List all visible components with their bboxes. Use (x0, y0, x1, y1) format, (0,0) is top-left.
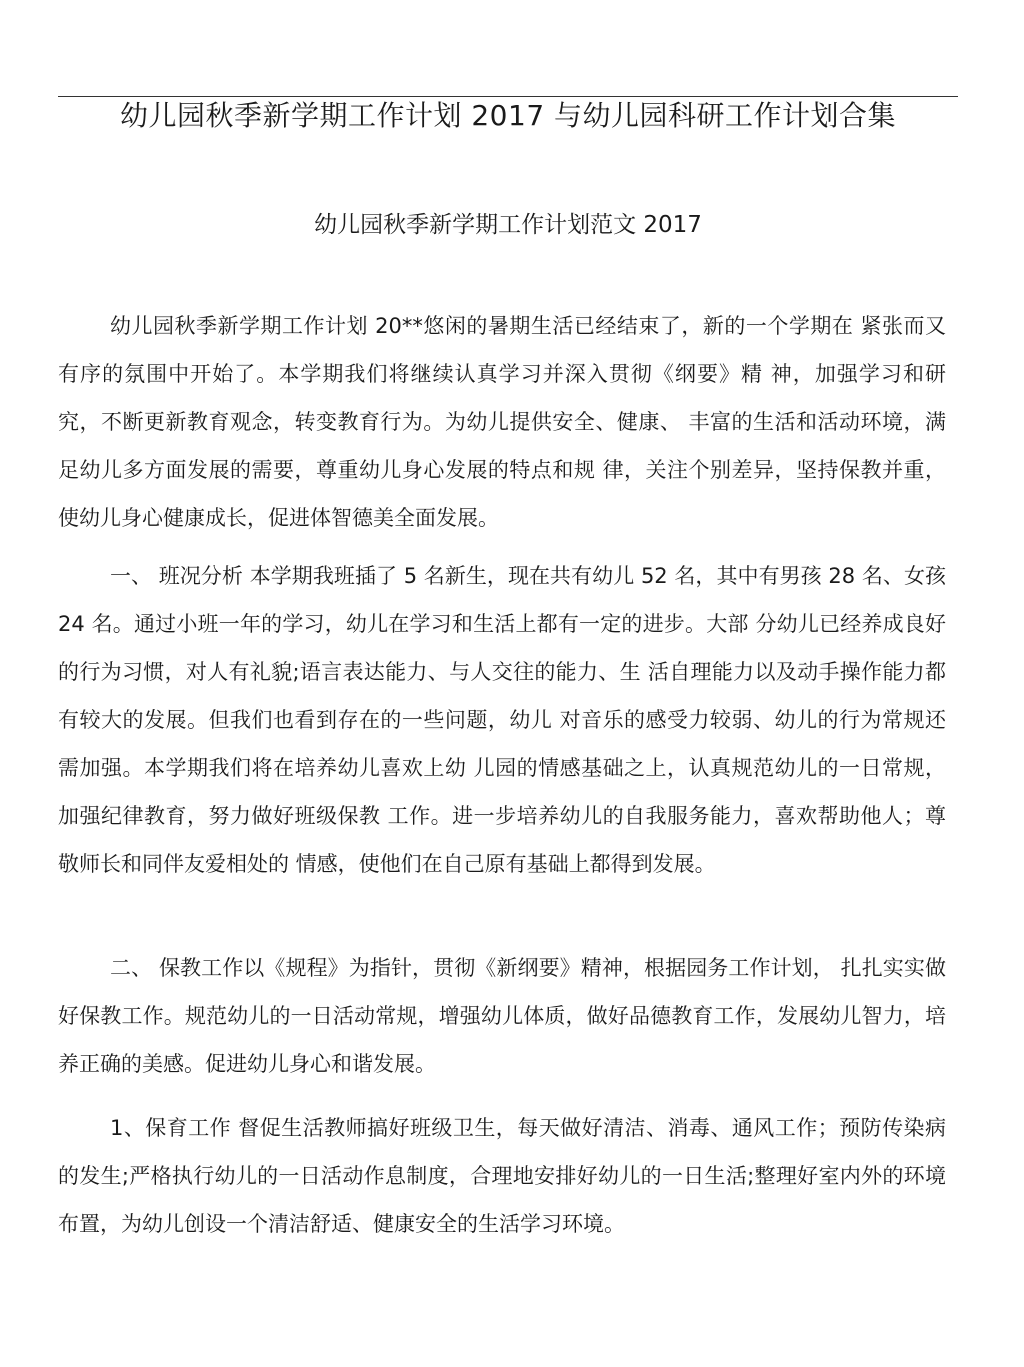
paragraph-intro: 幼儿园秋季新学期工作计划 20**悠闲的暑期生活已经结束了，新的一个学期在 紧张而又有序的氛围中开始了。本学期我们将继续认真学习并深入贯彻《纲要》精 神，加强学习和研究，不断更新教育观念，转变教育行为。为幼儿提供安全、健康、 丰富的生活和活动环境，满足幼儿多方面发展的需要，尊重幼儿身心发展的特点和规 律，关注个别差异，坚持保教并重，使幼儿身心健康成长，促进体智德美全面发展。 (58, 314, 946, 530)
paragraph-class-analysis: 一、 班况分析 本学期我班插了 5 名新生，现在共有幼儿 52 名，其中有男孩 28 名、女孩 24 名。通过小班一年的学习，幼儿在学习和生活上都有一定的进步。大部 分幼儿已经养成良好的行为习惯，对人有礼貌;语言表达能力、与人交往的能力、生 活自理能力以及动手操作能力都有较大的发展。但我们也看到存在的一些问题，幼儿 对音乐的感受力较弱、幼儿的行为常规还需加强。本学期我们将在培养幼儿喜欢上幼 儿园的情感基础之上，认真规范幼儿的一日常规，加强纪律教育，努力做好班级保教 工作。进一步培养幼儿的自我服务能力，喜欢帮助他人；尊敬师长和同伴友爱相处的 情感，使他们在自己原有基础上都得到发展。 (58, 564, 946, 876)
document-title: 幼儿园秋季新学期工作计划 2017 与幼儿园科研工作计划合集 (119, 99, 897, 132)
document-subtitle: 幼儿园秋季新学期工作计划范文 2017 (314, 212, 702, 238)
paragraph-childcare-work: 1、保育工作 督促生活教师搞好班级卫生，每天做好清洁、消毒、通风工作；预防传染病的发生;严格执行幼儿的一日活动作息制度，合理地安排好幼儿的一日生活;整理好室内外的环境布置，为幼儿创设一个清洁舒适、健康安全的生活学习环境。 (58, 1116, 946, 1236)
paragraph-care-education: 二、 保教工作以《规程》为指针，贯彻《新纲要》精神，根据园务工作计划， 扎扎实实做好保教工作。规范幼儿的一日活动常规，增强幼儿体质，做好品德教育工作，发展幼儿智力，培养正确的美感。促进幼儿身心和谐发展。 (58, 956, 946, 1076)
